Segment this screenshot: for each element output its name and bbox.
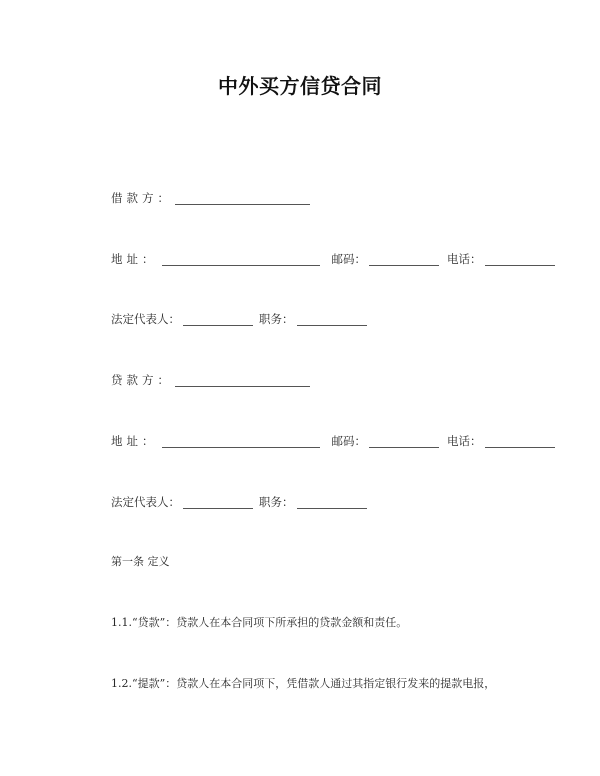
borrower-legal-rep-field[interactable] [183,313,253,326]
borrower-address-row [111,248,555,266]
document-title: 中外买方信贷合同 [218,74,382,98]
borrower-phone-label: 电话： [447,252,482,266]
borrower-phone-field[interactable] [485,253,555,266]
borrower-position-label: 职务： [259,312,294,326]
borrower-address-label: 地址： [111,252,158,266]
borrower-party-label: 借款方： [111,191,173,205]
lender-address-row [111,430,555,448]
lender-address-field[interactable] [162,435,320,448]
lender-phone-field[interactable] [485,435,555,448]
lender-position-field[interactable] [297,496,367,509]
clause-1-2: 1.2.“提款”：贷款人在本合同项下，凭借款人通过其指定银行发来的提款电报， [111,677,496,690]
lender-postcode-label: 邮码： [331,434,366,448]
borrower-postcode-label: 邮码： [331,252,366,266]
lender-party-label: 贷款方： [111,373,173,387]
borrower-position-field[interactable] [297,313,367,326]
borrower-legal-rep-row [111,308,367,326]
lender-address-label: 地址： [111,434,158,448]
lender-party-row [111,369,310,387]
lender-party-field[interactable] [175,374,310,387]
lender-postcode-field[interactable] [369,435,439,448]
borrower-party-field[interactable] [175,192,310,205]
lender-legal-rep-label: 法定代表人： [111,495,180,509]
lender-legal-rep-row [111,491,367,509]
article-1-heading: 第一条 定义 [111,555,170,568]
lender-phone-label: 电话： [447,434,482,448]
lender-position-label: 职务： [259,495,294,509]
clause-1-1: 1.1.“贷款”：贷款人在本合同项下所承担的贷款金额和责任。 [111,616,408,629]
borrower-address-field[interactable] [162,253,320,266]
borrower-postcode-field[interactable] [369,253,439,266]
lender-legal-rep-field[interactable] [183,496,253,509]
borrower-party-row [111,187,310,205]
borrower-legal-rep-label: 法定代表人： [111,312,180,326]
